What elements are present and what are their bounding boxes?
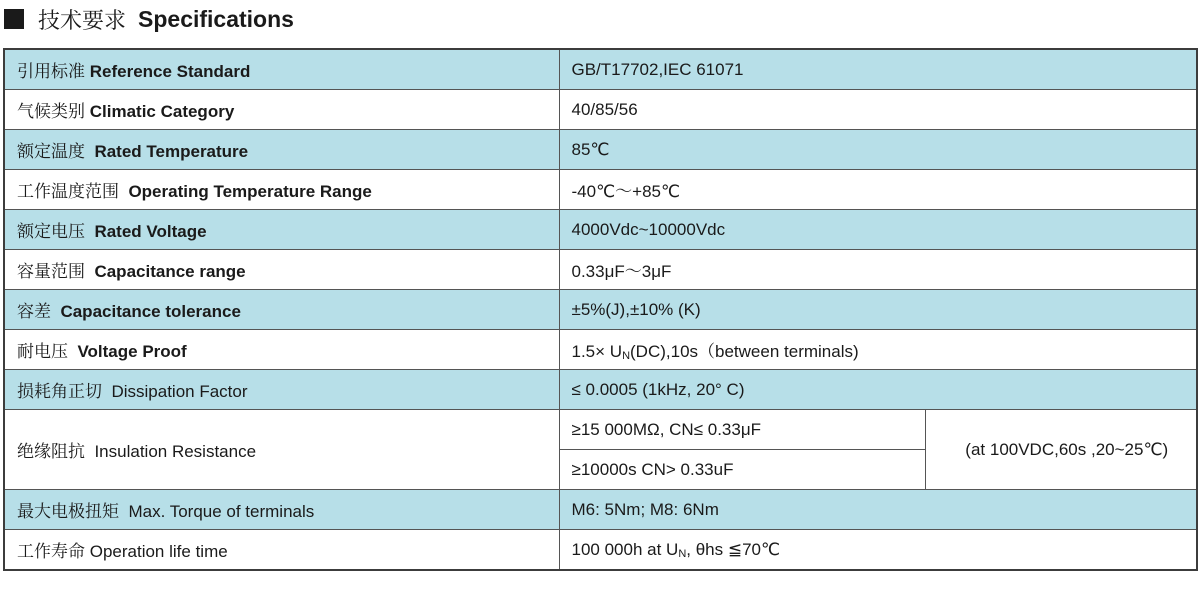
table-row xyxy=(4,530,1197,571)
specifications-table xyxy=(3,48,1198,571)
parameter-value: ±5%(J),±10% (K) xyxy=(559,290,1197,330)
table-row xyxy=(4,410,1197,450)
table-row xyxy=(4,490,1197,530)
parameter-label: 引用标准 Reference Standard xyxy=(4,49,559,90)
black-square-icon xyxy=(4,9,24,29)
parameter-value: 40/85/56 xyxy=(559,90,1197,130)
table-row xyxy=(4,90,1197,130)
table-row xyxy=(4,130,1197,170)
section-heading xyxy=(4,2,294,36)
parameter-label: 工作寿命 Operation life time xyxy=(4,530,559,571)
parameter-label: 气候类别 Climatic Category xyxy=(4,90,559,130)
table-row xyxy=(4,290,1197,330)
table-row xyxy=(4,330,1197,370)
parameter-value: 0.33μF～3μF xyxy=(559,250,1197,290)
parameter-label: 绝缘阻抗 Insulation Resistance xyxy=(4,410,559,490)
parameter-label: 耐电压 Voltage Proof xyxy=(4,330,559,370)
table-row xyxy=(4,370,1197,410)
parameter-value: GB/T17702,IEC 61071 xyxy=(559,49,1197,90)
parameter-value: ≥15 000MΩ, CN≤ 0.33μF xyxy=(559,410,925,450)
parameter-label: 额定电压 Rated Voltage xyxy=(4,210,559,250)
parameter-label: 额定温度 Rated Temperature xyxy=(4,130,559,170)
parameter-value: ≤ 0.0005 (1kHz, 20° C) xyxy=(559,370,1197,410)
parameter-value: 100 000h at $U_N$, θhs ≦70℃ xyxy=(559,530,1197,571)
parameter-label: 损耗角正切 Dissipation Factor xyxy=(4,370,559,410)
heading-english: Specifications xyxy=(138,5,294,32)
parameter-value: 4000Vdc~10000Vdc xyxy=(559,210,1197,250)
table-row xyxy=(4,49,1197,90)
parameter-value: $1.5\times U_N(DC),10s(between$ terminals) xyxy=(559,330,1197,370)
table-row xyxy=(4,210,1197,250)
parameter-label: 工作温度范围 Operating Temperature Range xyxy=(4,170,559,210)
table-row xyxy=(4,250,1197,290)
parameter-value: ≥10000s CN> 0.33uF xyxy=(559,450,925,490)
parameter-value: 85℃ xyxy=(559,130,1197,170)
parameter-value: M6: 5Nm; M8: 6Nm xyxy=(559,490,1197,530)
table-row xyxy=(4,170,1197,210)
parameter-label: 容量范围 Capacitance range xyxy=(4,250,559,290)
heading-chinese: 技术要求 xyxy=(38,8,127,34)
parameter-label: 最大电极扭矩 Max. Torque of terminals xyxy=(4,490,559,530)
parameter-value: -40℃～+85℃ xyxy=(559,170,1197,210)
parameter-label: 容差 Capacitance tolerance xyxy=(4,290,559,330)
test-condition-note: (at 100VDC,60s ,20~25℃) xyxy=(925,410,1197,490)
